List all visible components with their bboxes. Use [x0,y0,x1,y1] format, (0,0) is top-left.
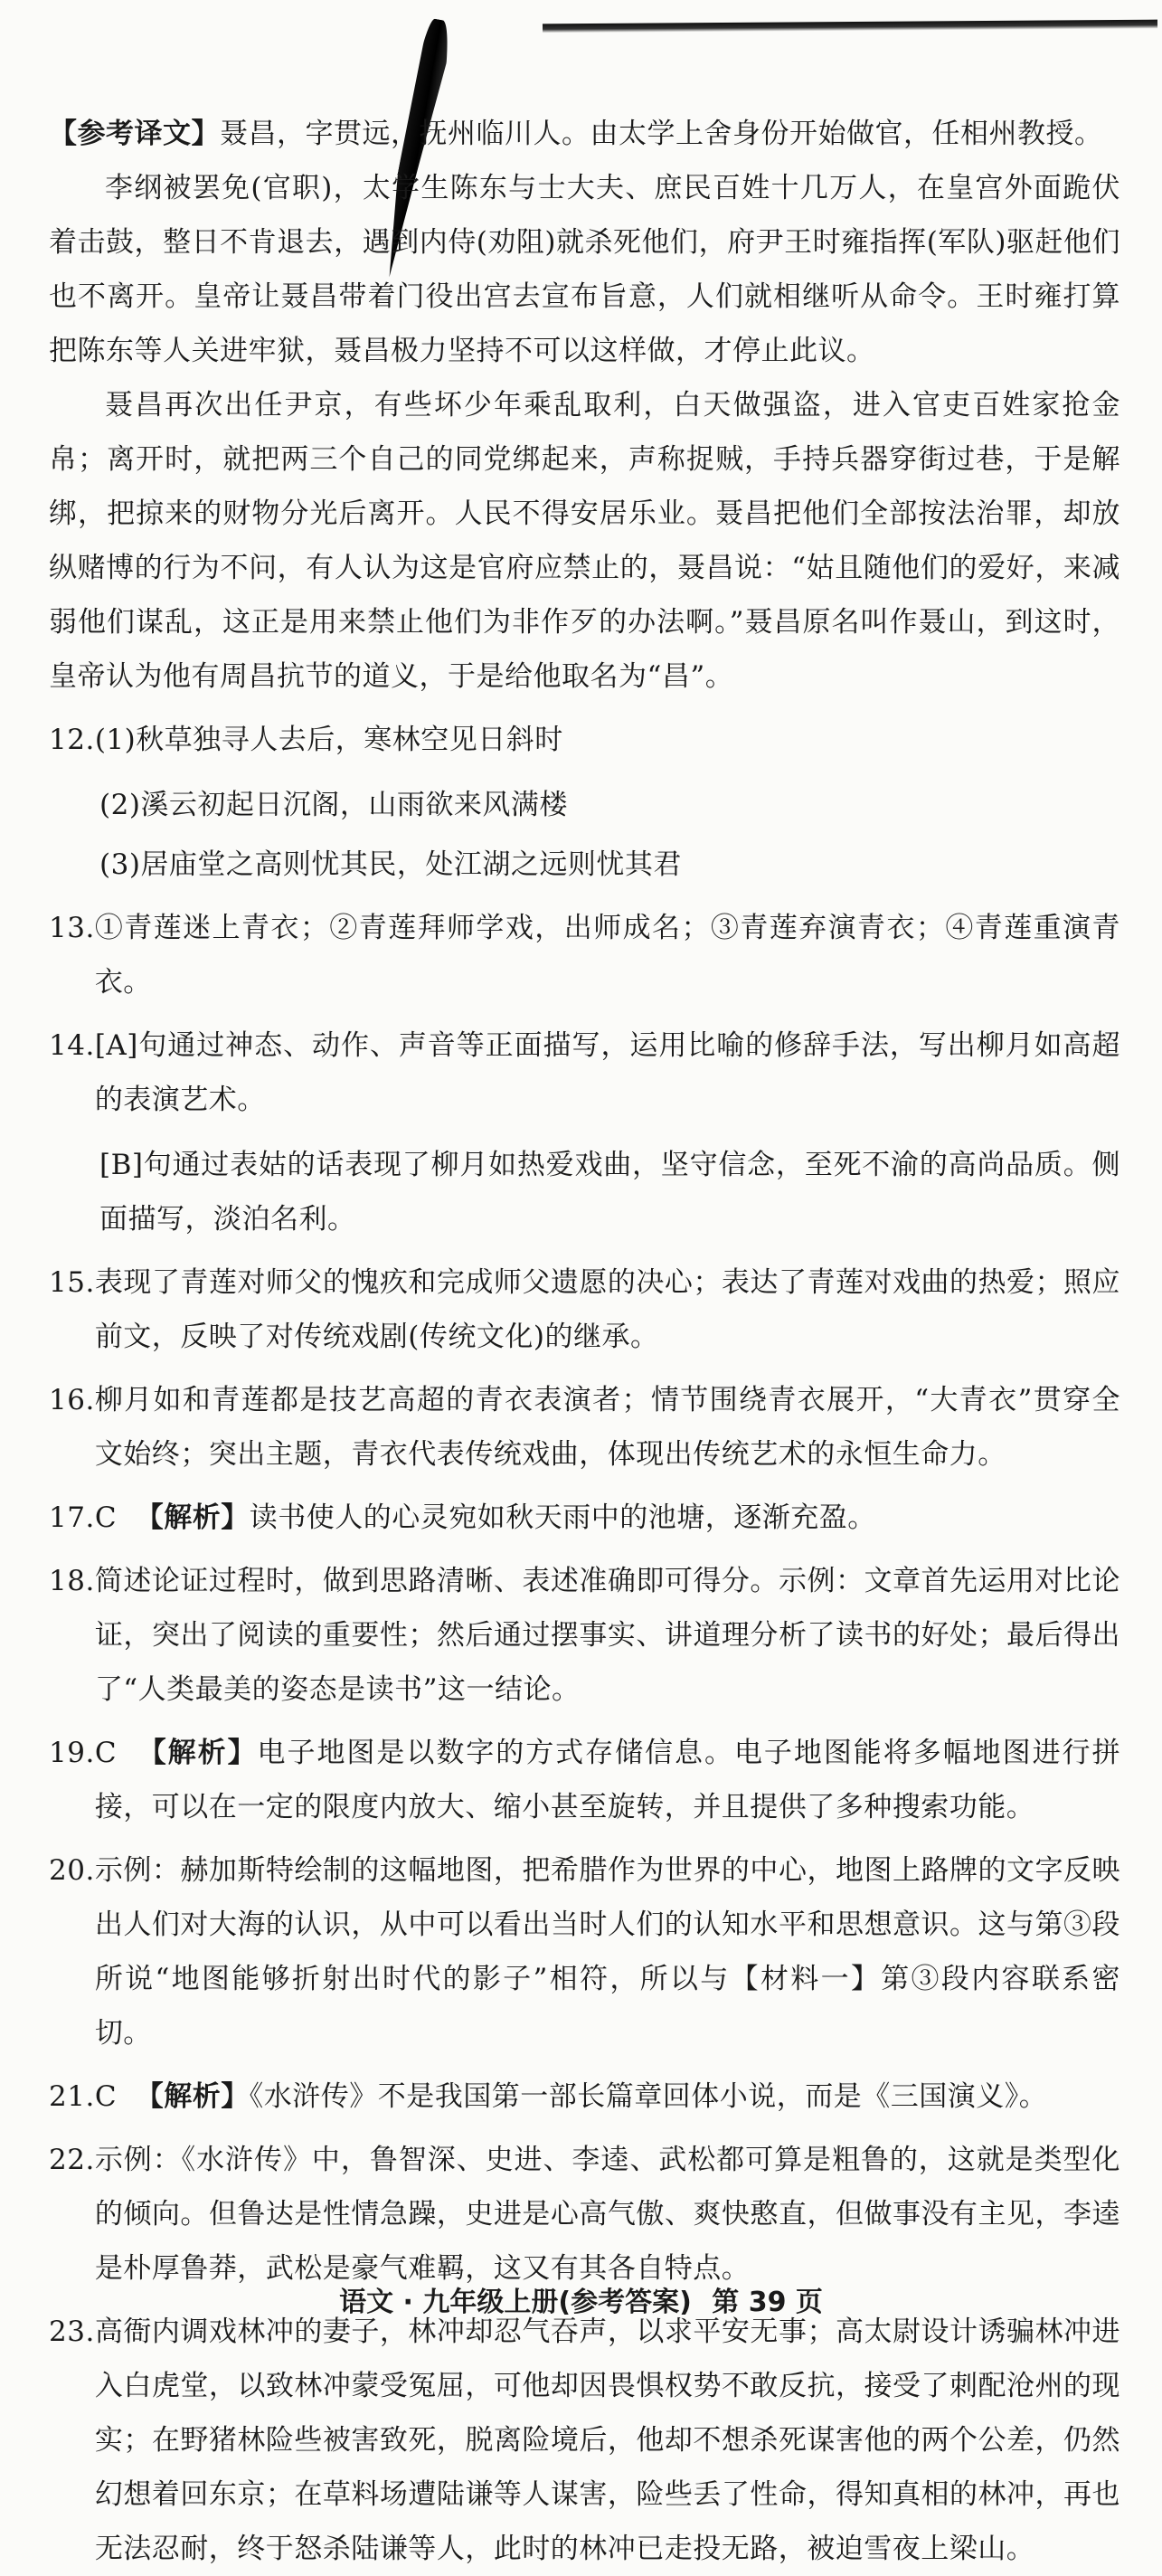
answer-text: 高衙内调戏林冲的妻子，林冲却忍气吞声，以求平安无事；高太尉设计诱骗林冲进入白虎堂，以致林冲蒙受冤屈，可他却因畏惧权势不敢反抗，接受了刺配沧州的现实；在野猪林险些被害致死，脱离险境后，他却不想杀死谋害他的两个公差，仍然幻想着回东京；在草料场遭陆谦等人谋害，险些丢了性命，得知真相的林冲，再也无法忍耐，终于怒杀陆谦等人，此时的林冲已走投无路，被迫雪夜上梁山。 [94,2316,1120,2565]
answer-13 [49,901,1120,1009]
answer-number: 20. [49,1854,95,1887]
page-footer [0,2279,1162,2319]
answer-21 [49,2069,1120,2124]
analysis-tag: 【解析】 [137,1737,258,1769]
answer-12 [49,713,1120,892]
answer-14 [49,1018,1120,1246]
answer-text: ①青莲迷上青衣；②青莲拜师学戏，出师成名；③青莲弃演青衣；④青莲重演青衣。 [94,912,1120,999]
answer-number: 16. [49,1384,95,1416]
answer-number: 19. [49,1737,95,1769]
answer-sub-1: (1)秋草独寻人去后，寒林空见日斜时 [94,724,563,756]
answer-number: 14. [49,1029,95,1062]
answer-number: 18. [49,1565,95,1597]
answer-text: 电子地图是以数字的方式存储信息。电子地图能将多幅地图进行拼接，可以在一定的限度内放大、缩小甚至旋转，并且提供了多种搜索功能。 [94,1737,1121,1823]
answer-17 [49,1491,1120,1545]
answer-sub-2: (2)溪云初起日沉阁，山雨欲来风满楼 [99,789,568,821]
translation-paragraph-3: 聂昌再次出任尹京，有些坏少年乘乱取利，白天做强盗，进入官吏百姓家抢金帛；离开时，就把两三个自己的同党绑起来，声称捉贼，手持兵器穿街过巷，于是解绑，把掠来的财物分光后离开。人民不得安居乐业。聂昌把他们全部按法治罪，却放纵赌博的行为不问，有人认为这是官府应禁止的，聂昌说：“姑且随他们的爱好，来减弱他们谋乱，这正是用来禁止他们为非作歹的办法啊。”聂昌原名叫作聂山，到这时，皇帝认为他有周昌抗节的道义，于是给他取名为“昌”。 [49,389,1120,693]
answer-23 [49,2305,1120,2576]
answer-page-body [49,107,1120,2576]
answer-number: 13. [49,912,95,944]
answer-text: 示例：赫加斯特绘制的这幅地图，把希腊作为世界的中心，地图上路牌的文字反映出人们对大海的认识，从中可以看出当时人们的认知水平和思想意识。这与第③段所说“地图能够折射出时代的影子”相符，所以与【材料一】第③段内容联系密切。 [94,1854,1120,2050]
answer-choice: C [94,1501,118,1534]
answer-choice: C [94,2080,118,2113]
analysis-tag: 【解析】 [135,2080,250,2113]
answer-sub-3: (3)居庙堂之高则忧其民，处江湖之远则忧其君 [99,848,682,881]
answer-number: 17. [49,1501,95,1534]
translation-tag: 【参考译文】 [49,118,220,150]
answer-text: 柳月如和青莲都是技艺高超的青衣表演者；情节围绕青衣展开，“大青衣”贯穿全文始终；突出主题，青衣代表传统戏曲，体现出传统艺术的永恒生命力。 [94,1384,1120,1471]
answer-15 [49,1255,1120,1364]
answer-number: 22. [49,2144,95,2176]
scan-edge-line [543,20,1157,33]
answer-text: 示例：《水浒传》中，鲁智深、史进、李逵、武松都可算是粗鲁的，这就是类型化的倾向。但鲁达是性情急躁，史进是心高气傲、爽快憨直，但做事没有主见，李逵是朴厚鲁莽，武松是豪气难羁，这又有其各自特点。 [94,2144,1120,2285]
answer-number: 12. [49,724,95,756]
translation-paragraph-2: 李纲被罢免(官职)，太学生陈东与士大夫、庶民百姓十几万人，在皇宫外面跪伏着击鼓，整日不肯退去，遇到内侍(劝阻)就杀死他们，府尹王时雍指挥(军队)驱赶他们也不离开。皇帝让聂昌带着门役出宫去宣布旨意，人们就相继听从命令。王时雍打算把陈东等人关进牢狱，聂昌极力坚持不可以这样做，才停止此议。 [49,172,1120,367]
answer-19 [49,1726,1120,1834]
answer-text: 简述论证过程时，做到思路清晰、表述准确即可得分。示例：文章首先运用对比论证，突出了阅读的重要性；然后通过摆事实、讲道理分析了读书的好处；最后得出了“人类最美的姿态是读书”这一结论。 [94,1565,1120,1706]
answer-20 [49,1843,1120,2060]
answer-choice: C [94,1737,118,1769]
footer-subject: 语文 · 九年级上册(参考答案) [339,2287,692,2318]
answer-text: [A]句通过神态、动作、声音等正面描写，运用比喻的修辞手法，写出柳月如高超的表演艺术。 [94,1029,1120,1116]
answer-number: 23. [49,2316,95,2348]
answer-text: 《水浒传》不是我国第一部长篇章回体小说，而是《三国演义》。 [249,2080,1048,2113]
translation-text-1: 聂昌，字贯远，抚州临川人。由太学上舍身份开始做官，任相州教授。 [220,118,1103,150]
analysis-tag: 【解析】 [135,1501,250,1534]
answer-16 [49,1373,1120,1482]
answer-text: 表现了青莲对师父的愧疚和完成师父遗愿的决心；表达了青莲对戏曲的热爱；照应前文，反映了对传统戏剧(传统文化)的继承。 [94,1266,1120,1353]
translation-paragraph-1 [49,107,1120,161]
answer-text: 读书使人的心灵宛如秋天雨中的池塘，逐渐充盈。 [249,1501,876,1534]
answer-18 [49,1554,1120,1717]
footer-page-number: 第 39 页 [712,2287,823,2318]
answer-22 [49,2133,1120,2296]
answer-number: 15. [49,1266,95,1299]
answer-number: 21. [49,2080,95,2113]
answer-text-b: [B]句通过表姑的话表现了柳月如热爱戏曲，坚守信念，至死不渝的高尚品质。侧面描写，淡泊名利。 [99,1149,1120,1236]
